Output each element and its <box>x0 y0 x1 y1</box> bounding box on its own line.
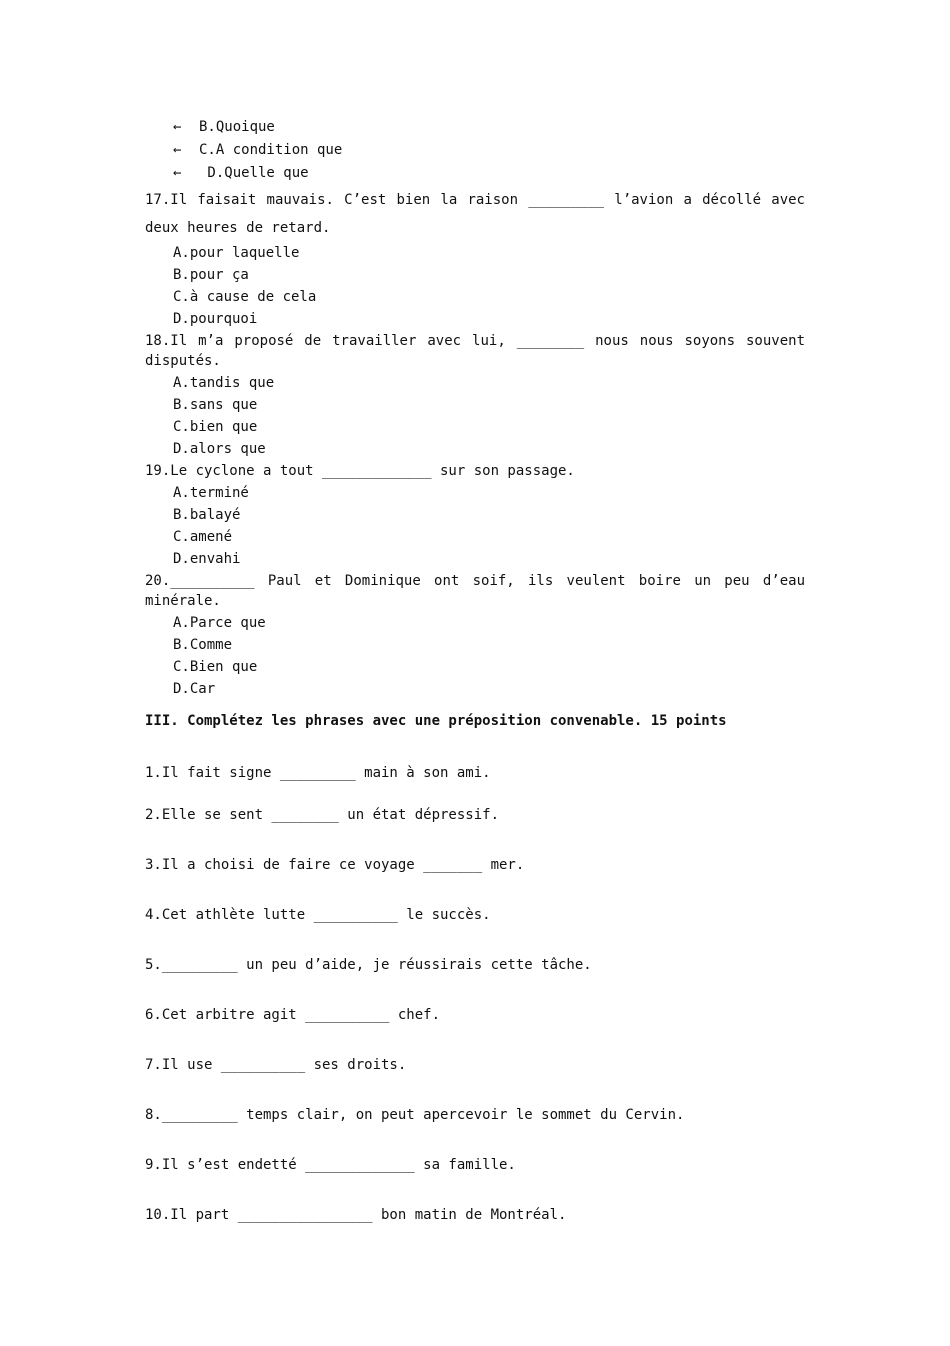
q19-option-c: C.amené <box>173 529 233 545</box>
arrow-left-icon: ← <box>173 142 182 158</box>
q20-option-a: A.Parce que <box>173 615 266 631</box>
exercise-item-2: 2.Elle se sent ________ un état dépressif. <box>145 807 500 823</box>
question-18-line-2: disputés. <box>145 353 221 369</box>
question-20-line-2: minérale. <box>145 593 221 609</box>
question-18-line-1: 18.Il m’a proposé de travailler avec lui, ________ nous nous soyons souvent <box>145 333 805 349</box>
section-3-heading: III. Complétez les phrases avec une préposition convenable. 15 points <box>145 713 727 729</box>
question-17-line-2: deux heures de retard. <box>145 220 331 236</box>
option-c-previous: ← C.A condition que <box>173 142 343 158</box>
exercise-item-5: 5._________ un peu d’aide, je réussirais cette tâche. <box>145 957 592 973</box>
question-17-line-1: 17.Il faisait mauvais. C’est bien la raison _________ l’avion a décollé avec <box>145 192 805 208</box>
exercise-item-8: 8._________ temps clair, on peut apercevoir le sommet du Cervin. <box>145 1107 685 1123</box>
q20-option-c: C.Bien que <box>173 659 258 675</box>
q18-option-c: C.bien que <box>173 419 258 435</box>
exercise-item-6: 6.Cet arbitre agit __________ chef. <box>145 1007 441 1023</box>
q18-option-a: A.tandis que <box>173 375 275 391</box>
q17-option-a: A.pour laquelle <box>173 245 300 261</box>
q17-option-b: B.pour ça <box>173 267 249 283</box>
exercise-item-1: 1.Il fait signe _________ main à son ami. <box>145 765 491 781</box>
q17-option-c: C.à cause de cela <box>173 289 317 305</box>
q20-option-b: B.Comme <box>173 637 233 653</box>
q20-option-d: D.Car <box>173 681 216 697</box>
option-b-previous: ← B.Quoique <box>173 119 275 135</box>
question-20-line-1: 20.__________ Paul et Dominique ont soif, ils veulent boire un peu d’eau <box>145 573 805 589</box>
exercise-item-4: 4.Cet athlète lutte __________ le succès. <box>145 907 491 923</box>
arrow-left-icon: ← <box>173 119 182 135</box>
exercise-item-10: 10.Il part ________________ bon matin de Montréal. <box>145 1207 567 1223</box>
exercise-item-9: 9.Il s’est endetté _____________ sa famille. <box>145 1157 516 1173</box>
q19-option-d: D.envahi <box>173 551 241 567</box>
q17-option-d: D.pourquoi <box>173 311 258 327</box>
exercise-item-3: 3.Il a choisi de faire ce voyage _______ mer. <box>145 857 525 873</box>
q18-option-b: B.sans que <box>173 397 258 413</box>
q19-option-b: B.balayé <box>173 507 241 523</box>
q18-option-d: D.alors que <box>173 441 266 457</box>
arrow-left-icon: ← <box>173 165 182 181</box>
exercise-item-7: 7.Il use __________ ses droits. <box>145 1057 407 1073</box>
q19-option-a: A.terminé <box>173 485 249 501</box>
option-d-previous: ← D.Quelle que <box>173 165 309 181</box>
question-19-line-1: 19.Le cyclone a tout _____________ sur son passage. <box>145 463 575 479</box>
